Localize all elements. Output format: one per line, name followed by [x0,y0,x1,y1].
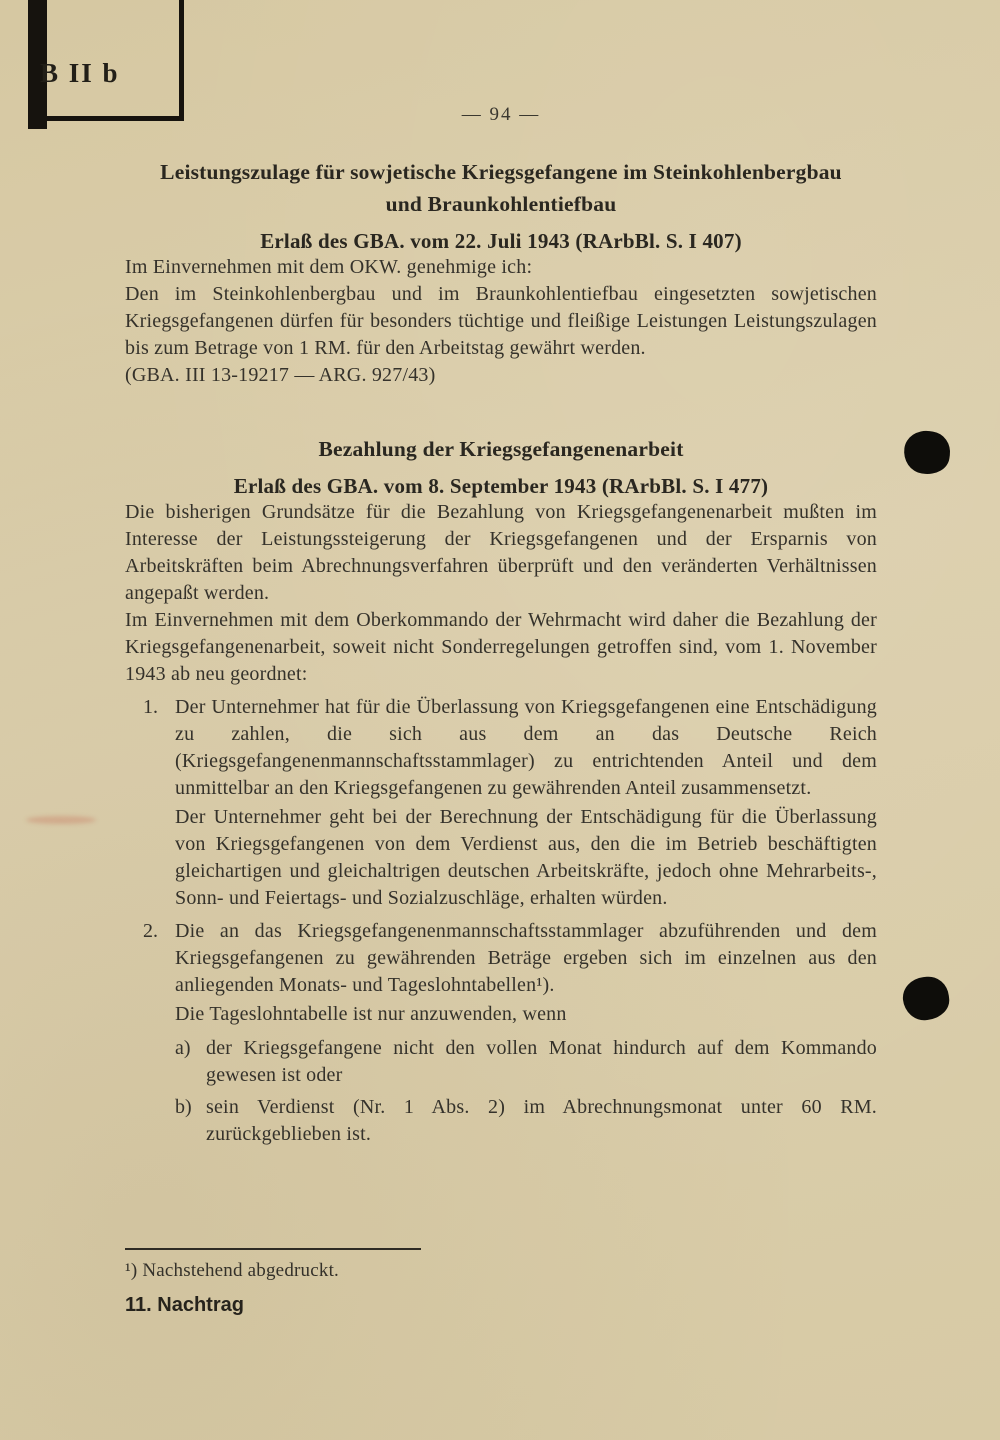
decree1-reference: (GBA. III 13-19217 — ARG. 927/43) [125,364,436,386]
numbered-list [125,694,877,1148]
red-smudge-artifact [26,816,96,824]
decree1-title-line1: Leistungszulage für sowjetische Kriegsgefangene im Steinkohlenbergbau [160,160,842,184]
footnote-area [125,1248,877,1317]
list-item-1-paragraph-2: Der Unternehmer geht bei der Berechnung der Entschädigung für die Überlassung von Kriegsgefangenen von dem Verdienst aus, den die im Betrieb beschäftigten gleichartigen und gleichaltrigen deutschen Arbeitskräfte, jedoch ohne Mehrarbeits-, Sonn- und Feiertags- und Sozialzuschläge, erhalten würden. [175,806,877,909]
list-item-1 [125,694,877,912]
decree1-paragraph-main: Den im Steinkohlenbergbau und im Braunkohlentiefbau eingesetzten sowjetischen Kriegsgefangenen dürfen für besonders tüchtige und fleißige Leistungen Leistungszulagen bis zum Betrage von 1 RM. für den Arbeitstag gewährt werden. [125,283,877,359]
decree1-title [125,156,877,220]
footer-nachtrag-label: 11. Nachtrag [125,1294,244,1316]
list-item-2-number: 2. [143,920,158,942]
list-item-1-text [175,694,877,912]
decree1-paragraph-intro: Im Einvernehmen mit dem OKW. genehmige ich: [125,256,533,278]
page-number: — 94 — [461,104,541,125]
footnote-text: ¹) Nachstehend abgedruckt. [125,1260,340,1281]
decree2-subtitle: Erlaß des GBA. vom 8. September 1943 (RArbBl. S. I 477) [233,474,769,498]
list-item-1-number: 1. [143,696,158,718]
list-item-2-paragraph-2: Die Tageslohntabelle ist nur anzuwenden, wenn [175,1003,567,1025]
ink-blot-bottom [901,975,951,1023]
sublist-item-a-text: der Kriegsgefangene nicht den vollen Monat hindurch auf dem Kommando gewesen ist oder [206,1037,877,1086]
sublist-item-b-text: sein Verdienst (Nr. 1 Abs. 2) im Abrechnungsmonat unter 60 RM. zurückgeblieben ist. [206,1096,877,1145]
sublist-item-b-label: b) [175,1096,192,1118]
decree2-title: Bezahlung der Kriegsgefangenenarbeit [318,437,684,461]
decree2-paragraph-2: Im Einvernehmen mit dem Oberkommando der Wehrmacht wird daher die Bezahlung der Kriegsgefangenenarbeit, soweit nicht Sonderregelungen getroffen sind, vom 1. November 1943 ab neu geordnet: [125,609,877,685]
list-item-2-paragraph-1: Die an das Kriegsgefangenenmannschaftsstammlager abzuführenden und dem Kriegsgefangenen zu gewährenden Beträge ergeben sich im einzelnen aus den anliegenden Monats- und Tageslohntabellen¹). [175,920,877,996]
decree1-title-line2: und Braunkohlentiefbau [385,192,617,216]
decree2-paragraph-1: Die bisherigen Grundsätze für die Bezahlung von Kriegsgefangenenarbeit mußten im Interesse der Leistungssteigerung der Kriegsgefangenen und der Ersparnis von Arbeitskräften beim Abrechnungsverfahren überprüft und den veränderten Verhältnissen angepaßt werden. [125,501,877,604]
sublist-item-a [175,1035,877,1089]
ink-blot-top [901,428,953,477]
lettered-sublist [175,1035,877,1148]
list-item-2-text [175,918,877,1148]
decree1-subtitle: Erlaß des GBA. vom 22. Juli 1943 (RArbBl. S. I 407) [260,229,742,253]
sublist-item-a-label: a) [175,1037,191,1059]
footnote-divider [125,1248,421,1250]
list-item-2 [125,918,877,1148]
sublist-item-b [175,1094,877,1148]
text-column [125,0,877,1148]
list-item-1-paragraph-1: Der Unternehmer hat für die Überlassung von Kriegsgefangenen eine Entschädigung zu zahlen, die sich aus dem an das Deutsche Reich (Kriegsgefangenenmannschaftsstammlager) zu entrichtenden Anteil und dem unmittelbar an den Kriegsgefangenen zu gewährenden Anteil zusammensetzt. [175,696,877,799]
corner-tab-label: B II b [40,58,120,88]
